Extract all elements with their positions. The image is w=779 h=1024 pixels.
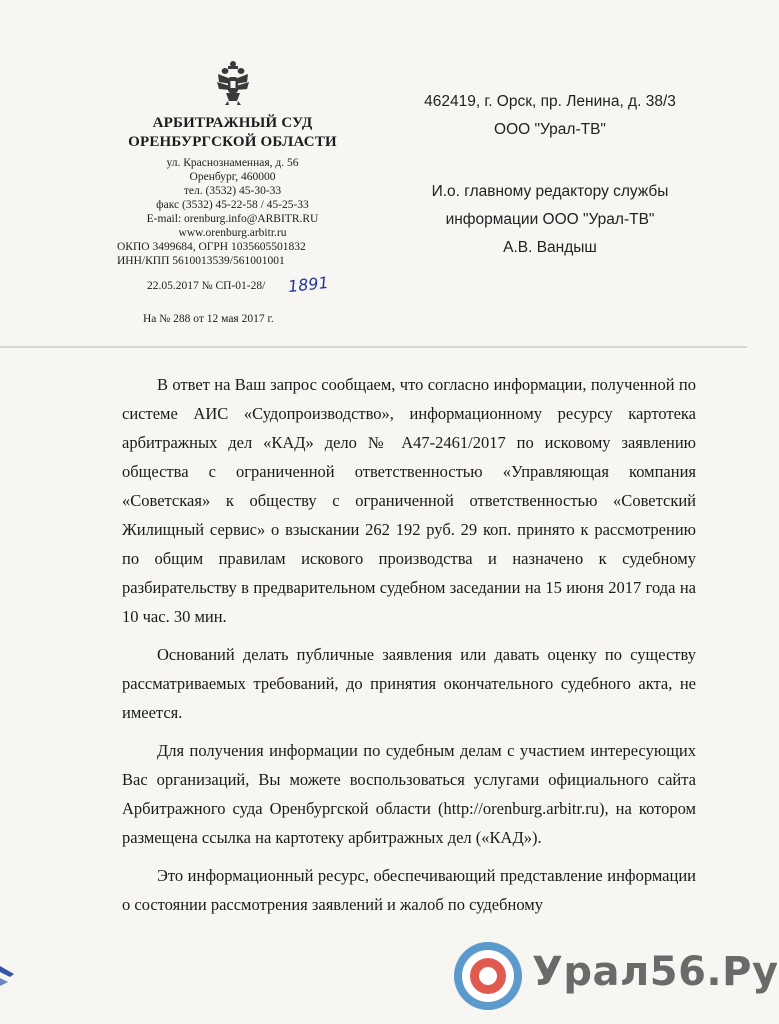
addressee-person: А.В. Вандыш: [503, 239, 597, 256]
court-header: [90, 60, 375, 268]
addressee-position-line1: И.о. главному редактору службы: [431, 183, 669, 200]
court-email: E-mail: orenburg.info@ARBITR.RU: [146, 213, 319, 225]
body-paragraph-3: Для получения информации по судебным делам с участием интересующих Вас организаций, Вы можете воспользоваться услугами официального сайта Арбитражного суда Оренбургской области (http://orenburg.arbitr.ru), на котором размещена ссылка на картотеку арбитражных дел («КАД»).: [122, 741, 696, 847]
watermark: [452, 940, 779, 1014]
court-address-street: ул. Краснознаменная, д. 56: [166, 157, 299, 169]
incoming-reference: На № 288 от 12 мая 2017 г.: [143, 313, 274, 325]
court-website: www.orenburg.arbitr.ru: [178, 227, 287, 239]
body-paragraph-4: Это информационный ресурс, обеспечивающий представление информации о состоянии рассмотрения заявлений и жалоб по судебному: [122, 866, 696, 914]
edge-scan-mark: [0, 960, 18, 990]
watermark-text: Урал56.Ру: [532, 949, 779, 995]
court-inn-kpp: ИНН/КПП 5610013539/561001001: [117, 255, 285, 267]
addressee-address: 462419, г. Орск, пр. Ленина, д. 38/3: [424, 93, 676, 110]
court-phone: тел. (3532) 45-30-33: [183, 185, 282, 197]
addressee-position-line2: информации ООО "Урал-ТВ": [445, 211, 655, 228]
court-name-line2: ОРЕНБУРГСКОЙ ОБЛАСТИ: [128, 134, 337, 150]
court-fax: факс (3532) 45-22-58 / 45-25-33: [156, 199, 309, 211]
court-name-line1: АРБИТРАЖНЫЙ СУД: [152, 115, 313, 131]
letter-body: [122, 370, 696, 928]
addressee-company: ООО "Урал-ТВ": [494, 121, 606, 138]
body-paragraph-2: Оснований делать публичные заявления или давать оценку по существу рассматриваемых требований, до принятия окончательного судебного акта, не имеется.: [122, 645, 696, 722]
court-address-city: Оренбург, 460000: [189, 171, 276, 183]
outgoing-reference: 22.05.2017 № СП-01-28/: [147, 280, 266, 292]
addressee-block: [380, 88, 720, 262]
double-headed-eagle-icon: [216, 60, 250, 106]
handwritten-reference-number: 1891: [287, 272, 330, 297]
ural56-logo-icon: [452, 940, 524, 1012]
court-okpo-ogrn: ОКПО 3499684, ОГРН 1035605501832: [117, 241, 306, 253]
body-paragraph-1: В ответ на Ваш запрос сообщаем, что согласно информации, полученной по системе АИС «Судопроизводство», информационному ресурсу картотека арбитражных дел «КАД» дело № А47-2461/2017 по исковому заявлению общества с ограниченной ответственностью «Управляющая компания «Советская» к обществу с ограниченной ответственностью «Советский Жилищный сервис» о взыскании 262 192 руб. 29 коп. принято к рассмотрению по общим правилам искового производства и назначено к судебному разбирательству в предварительном судебном заседании на 15 июня 2017 года на 10 час. 30 мин.: [122, 375, 696, 626]
header-divider: [0, 346, 747, 348]
